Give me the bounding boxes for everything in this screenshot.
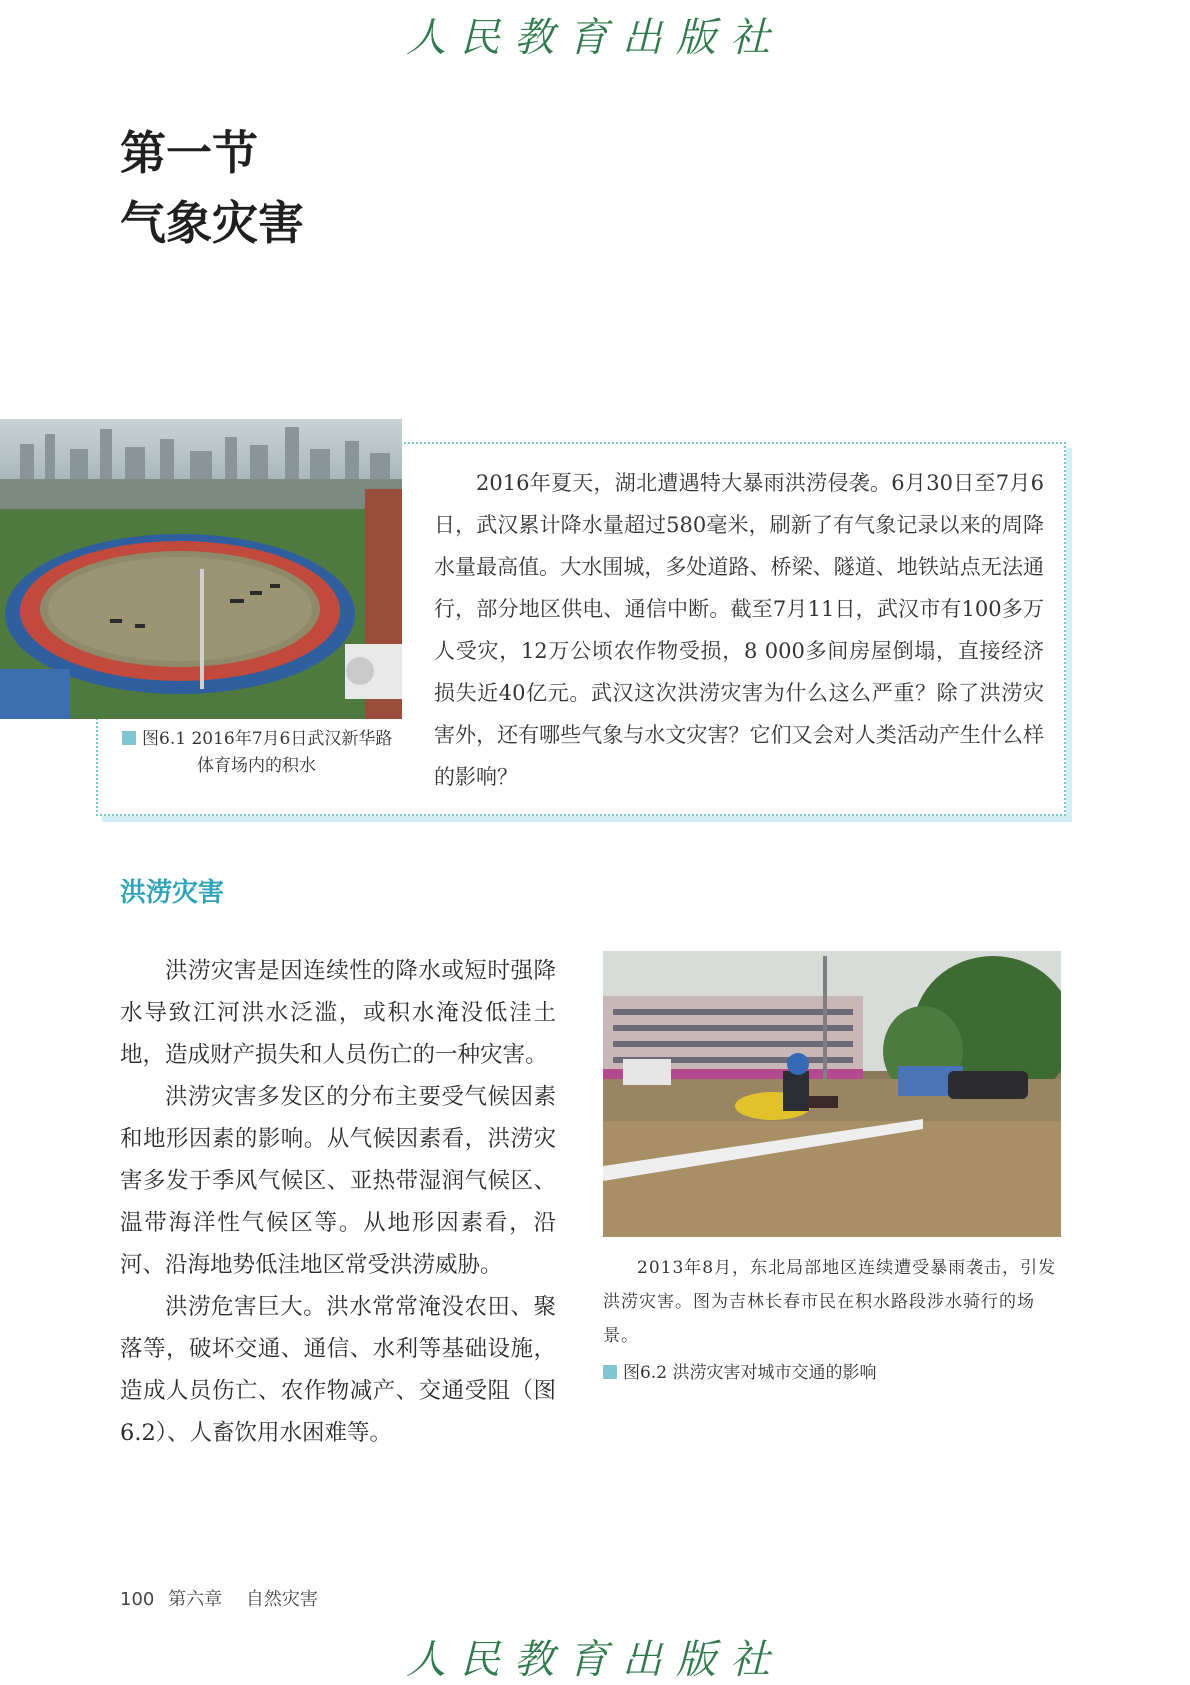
section-name: 气象灾害 <box>120 196 304 250</box>
figure2-description: 2013年8月，东北局部地区连续遭受暴雨袭击，引发洪涝灾害。图为吉林长春市民在积水路段涉水骑行的场景。 <box>603 1258 1057 1346</box>
page-number: 100 <box>120 1589 155 1610</box>
chapter-title: 自然灾害 <box>245 1589 318 1610</box>
figure2-caption-text: 洪涝灾害对城市交通的影响 <box>672 1363 877 1383</box>
figure1-label: 图6.1 <box>142 729 187 749</box>
figure1-caption-line1: 2016年7月6日武汉新华路 <box>191 729 393 749</box>
chapter-number: 第六章 <box>168 1589 223 1610</box>
caption-marker-icon <box>603 1365 617 1379</box>
flooded-street-image <box>603 951 1061 1237</box>
stadium-flood-photo <box>0 419 402 719</box>
publisher-logo-top: 人民教育出版社 <box>406 15 784 61</box>
figure1-caption <box>122 726 412 780</box>
figure1-caption-line2: 体育场内的积水 <box>197 756 316 776</box>
caption-marker-icon <box>122 731 136 745</box>
page-footer <box>120 1585 318 1611</box>
flooded-street-photo <box>603 951 1061 1237</box>
intro-text: 2016年夏天，湖北遭遇特大暴雨洪涝侵袭。6月30日至7月6日，武汉累计降水量超过580毫米，刷新了有气象记录以来的周降水量最高值。大水围城，多处道路、桥梁、隧道、地铁站点无法通行，部分地区供电、通信中断。截至7月11日，武汉市有100多万人受灾，12万公顷农作物受损，8 000多间房屋倒塌，直接经济损失近40亿元。武汉这次洪涝灾害为什么这么严重？除了洪涝灾害外，还有哪些气象与水文灾害？它们又会对人类活动产生什么样的影响？ <box>434 471 1044 789</box>
stadium-flood-image <box>0 419 402 719</box>
figure2-caption <box>603 1358 876 1383</box>
flood-paragraph-2: 洪涝灾害多发区的分布主要受气候因素和地形因素的影响。从气候因素看，洪涝灾害多发于季风气候区、亚热带湿润气候区、温带海洋性气候区等。从地形因素看，沿河、沿海地势低洼地区常受洪涝威胁。 <box>120 1084 556 1278</box>
section-title <box>120 118 304 258</box>
flood-paragraph-1: 洪涝灾害是因连续性的降水或短时强降水导致江河洪水泛滥，或积水淹没低洼土地，造成财产损失和人员伤亡的一种灾害。 <box>120 958 556 1068</box>
figure2-label: 图6.2 <box>623 1363 668 1383</box>
flood-paragraph-3: 洪涝危害巨大。洪水常常淹没农田、聚落等，破坏交通、通信、水利等基础设施，造成人员伤亡、农作物减产、交通受阻（图6.2）、人畜饮用水困难等。 <box>120 1294 556 1446</box>
publisher-logo-bottom: 人民教育出版社 <box>406 1637 784 1683</box>
flood-heading: 洪涝灾害 <box>120 878 225 908</box>
flood-body <box>120 950 556 1454</box>
section-number: 第一节 <box>120 126 258 180</box>
